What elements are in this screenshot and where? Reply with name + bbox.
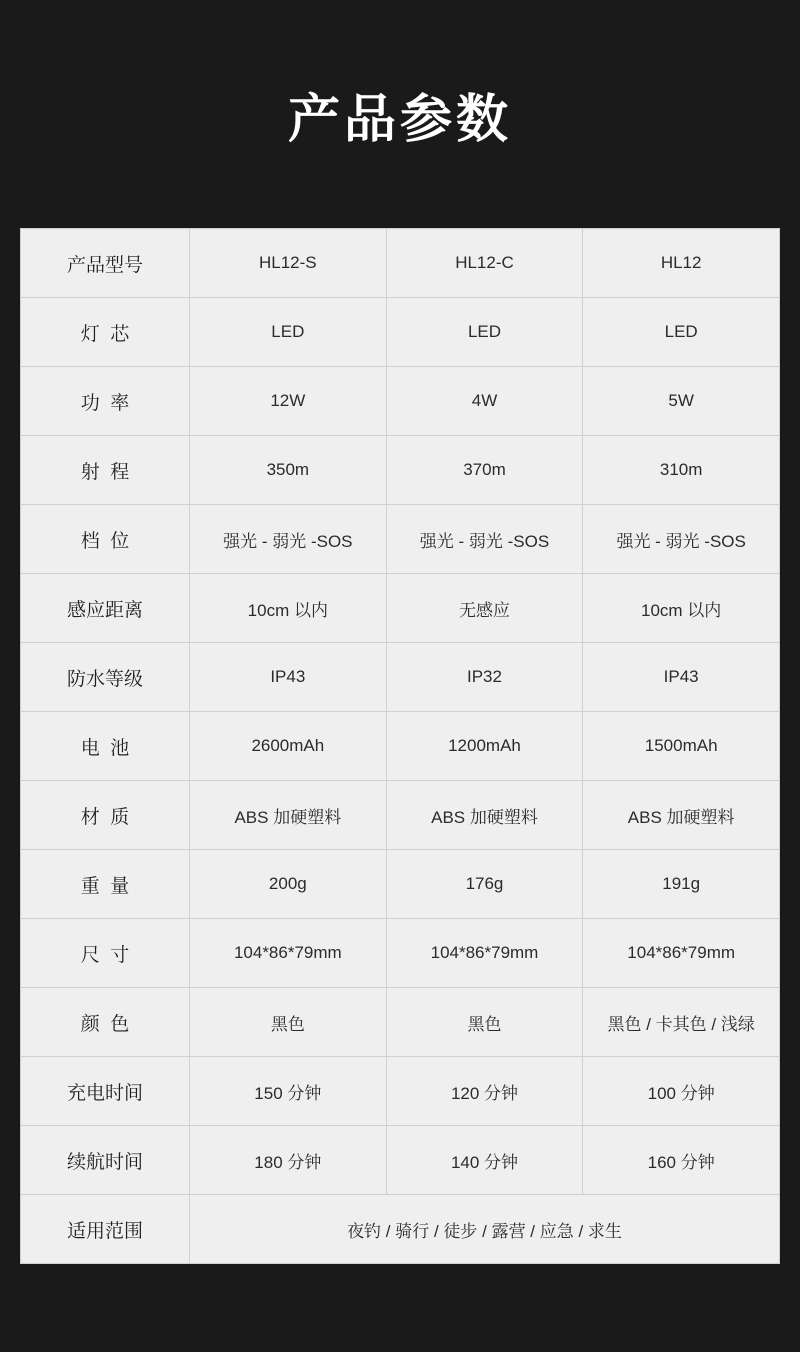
row-label: 灯 芯 — [21, 298, 190, 367]
table-row — [21, 229, 780, 298]
row-label: 防水等级 — [21, 643, 190, 712]
row-value-3: HL12 — [583, 229, 780, 298]
row-label: 尺 寸 — [21, 919, 190, 988]
row-value-2: 1200mAh — [386, 712, 583, 781]
row-label: 续航时间 — [21, 1126, 190, 1195]
row-value-3: 10cm 以内 — [583, 574, 780, 643]
row-value-2: 黑色 — [386, 988, 583, 1057]
spec-table-body — [21, 229, 780, 1264]
row-value-2: 140 分钟 — [386, 1126, 583, 1195]
row-value-1: 黑色 — [190, 988, 387, 1057]
row-value-2: IP32 — [386, 643, 583, 712]
row-value-3: ABS 加硬塑料 — [583, 781, 780, 850]
row-value-3: 黑色 / 卡其色 / 浅绿 — [583, 988, 780, 1057]
row-label: 档 位 — [21, 505, 190, 574]
row-value-1: 350m — [190, 436, 387, 505]
table-row — [21, 1057, 780, 1126]
row-label: 电 池 — [21, 712, 190, 781]
table-row — [21, 781, 780, 850]
row-label: 重 量 — [21, 850, 190, 919]
table-row — [21, 367, 780, 436]
table-row — [21, 712, 780, 781]
row-value-3: 104*86*79mm — [583, 919, 780, 988]
row-value-2: ABS 加硬塑料 — [386, 781, 583, 850]
table-row — [21, 505, 780, 574]
row-value-3: 100 分钟 — [583, 1057, 780, 1126]
row-value-1: ABS 加硬塑料 — [190, 781, 387, 850]
spec-table — [20, 228, 780, 1264]
table-row — [21, 574, 780, 643]
row-label: 功 率 — [21, 367, 190, 436]
row-value-2: 176g — [386, 850, 583, 919]
row-value-all: 夜钓 / 骑行 / 徒步 / 露营 / 应急 / 求生 — [190, 1195, 780, 1264]
page-title: 产品参数 — [287, 91, 512, 149]
table-row — [21, 298, 780, 367]
table-row — [21, 1126, 780, 1195]
row-label: 充电时间 — [21, 1057, 190, 1126]
row-label: 适用范围 — [21, 1195, 190, 1264]
row-value-2: 4W — [386, 367, 583, 436]
row-value-1: 150 分钟 — [190, 1057, 387, 1126]
row-value-3: 191g — [583, 850, 780, 919]
row-value-1: LED — [190, 298, 387, 367]
row-value-1: 12W — [190, 367, 387, 436]
table-row — [21, 988, 780, 1057]
row-value-3: IP43 — [583, 643, 780, 712]
table-row — [21, 850, 780, 919]
row-value-1: IP43 — [190, 643, 387, 712]
row-value-2: 104*86*79mm — [386, 919, 583, 988]
table-row — [21, 919, 780, 988]
row-value-2: 120 分钟 — [386, 1057, 583, 1126]
table-row — [21, 436, 780, 505]
row-value-1: 10cm 以内 — [190, 574, 387, 643]
row-label: 产品型号 — [21, 229, 190, 298]
row-value-3: 5W — [583, 367, 780, 436]
row-value-1: HL12-S — [190, 229, 387, 298]
row-value-2: LED — [386, 298, 583, 367]
row-value-3: 1500mAh — [583, 712, 780, 781]
row-value-2: 强光 - 弱光 -SOS — [386, 505, 583, 574]
row-value-1: 强光 - 弱光 -SOS — [190, 505, 387, 574]
row-value-3: LED — [583, 298, 780, 367]
row-value-2: HL12-C — [386, 229, 583, 298]
row-value-2: 无感应 — [386, 574, 583, 643]
row-value-1: 104*86*79mm — [190, 919, 387, 988]
row-label: 材 质 — [21, 781, 190, 850]
row-value-1: 2600mAh — [190, 712, 387, 781]
table-row — [21, 643, 780, 712]
row-label: 射 程 — [21, 436, 190, 505]
row-label: 感应距离 — [21, 574, 190, 643]
table-row — [21, 1195, 780, 1264]
row-value-2: 370m — [386, 436, 583, 505]
row-value-1: 180 分钟 — [190, 1126, 387, 1195]
row-label: 颜 色 — [21, 988, 190, 1057]
spec-table-container — [20, 228, 780, 1264]
row-value-3: 强光 - 弱光 -SOS — [583, 505, 780, 574]
row-value-3: 310m — [583, 436, 780, 505]
row-value-1: 200g — [190, 850, 387, 919]
row-value-3: 160 分钟 — [583, 1126, 780, 1195]
